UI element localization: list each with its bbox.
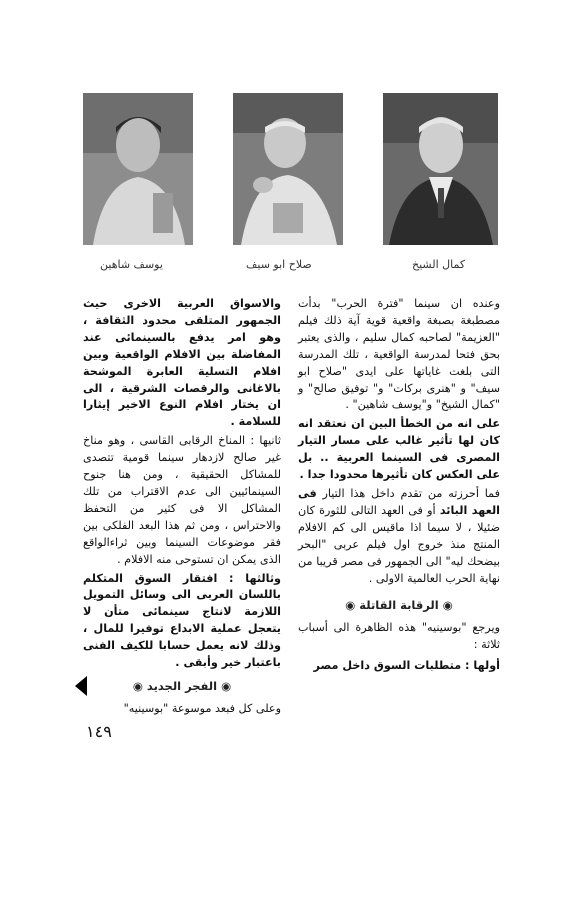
paragraph: ثانيها : المناخ الرقابى القاسى ، وهو مناخ غير صالح لازدهار سينما قومية تتصدى للمشاكل الحقيقية ، ومن هنا جنوح السينمائيين الى عدم الاقتراب من تلك المشاكل الا فى كثير من التحفظ والاحتراس ، ومن ثم هذا البعد الفلكى بين فقر موضوعات السينما وبين ثراءالواقع الذى يمكن ان تستوحى منه الافلام . xyxy=(83,434,281,566)
section-heading: ◉ الرقابة القاتلة ◉ xyxy=(345,598,453,613)
paragraph: والاسواق العربية الاخرى حيث الجمهور المتلقى محدود الثقافة ، وهو امر يدفع بالسينمائى عند المفاضلة بين الافلام الواقعية وبين افلام التسلية العابرة الموشحة بالاغانى والرقصات الشرقية ، الى ان يختار افلام النوع الاخير إيثارا للسلامة . xyxy=(83,297,281,429)
caption-salah-abu-seif: صلاح ابو سيف xyxy=(246,258,312,271)
paragraph-part: فى العهد البائد xyxy=(298,486,501,517)
paragraph: وعنده ان سينما "فترة الحرب" بدأت مصطبغة بصبغة واقعية قوية آية ذلك فيلم "العزيمة" لصاحبه كمال سليم ، والذى يعتبر بحق فتحا لمدرسة الواقعية ، تلك المدرسة التى بلغت غاياتها على ايدى "صلاح ابو سيف" و "هنرى بركات" و" توفيق صالح" و "كمال الشيخ" و"يوسف شاهين" . xyxy=(298,297,500,412)
paragraph: ويرجع "بوسينيه" هذه الظاهرة الى أسباب ثلاثة : xyxy=(298,621,500,652)
caption-kamal-el-sheikh: كمال الشيخ xyxy=(412,258,466,271)
section-heading: ◉ الفجر الجديد ◉ xyxy=(132,678,232,693)
photo-youssef-chahine xyxy=(83,93,193,245)
photo-salah-abu-seif xyxy=(233,93,343,245)
photo-kamal-el-sheikh xyxy=(383,93,498,245)
paragraph xyxy=(298,486,500,587)
paragraph: وعلى كل فبعد موسوعة "بوسينيه" xyxy=(123,701,281,715)
portrait-photo-icon xyxy=(383,93,498,245)
right-column xyxy=(298,296,500,675)
paragraph-part: فما أحرزته من تقدم داخل هذا التيار xyxy=(316,486,500,500)
page-number: ١٤٩ xyxy=(86,722,112,741)
caption-youssef-chahine: يوسف شاهين xyxy=(100,258,163,271)
paragraph-part: أو فى العهد التالى للثورة كان ضئيلا ، لا سيما اذا ماقيس الى كم الافلام المنتج منذ خروج اول فيلم عربى "البحر بيضحك ليه" الى الجمهور فى مصر قريبا من نهاية الحرب العالمية الاولى . xyxy=(298,503,500,585)
paragraph: على انه من الخطأ البين ان نعتقد انه كان لها تأثير غالب على مسار التيار المصرى فى السينما العربية .. بل على العكس كان تأثيرها محدودا جدا . xyxy=(298,417,500,482)
paragraph: أولها : متطلبات السوق داخل مصر xyxy=(313,659,500,673)
continue-arrow-icon xyxy=(75,676,87,696)
portrait-photo-icon xyxy=(233,93,343,245)
left-column xyxy=(83,296,281,718)
paragraph: وثالثها : افتقار السوق المتكلم باللسان العربى الى وسائل التمويل اللازمة لانتاج سينمائى متأن لا يتعجل عملية الابداع توفيرا للمال ، وذلك لانه يعمل حسابا للكيف الفنى باعتبار خير وأبقى . xyxy=(83,571,281,670)
portrait-photo-icon xyxy=(83,93,193,245)
